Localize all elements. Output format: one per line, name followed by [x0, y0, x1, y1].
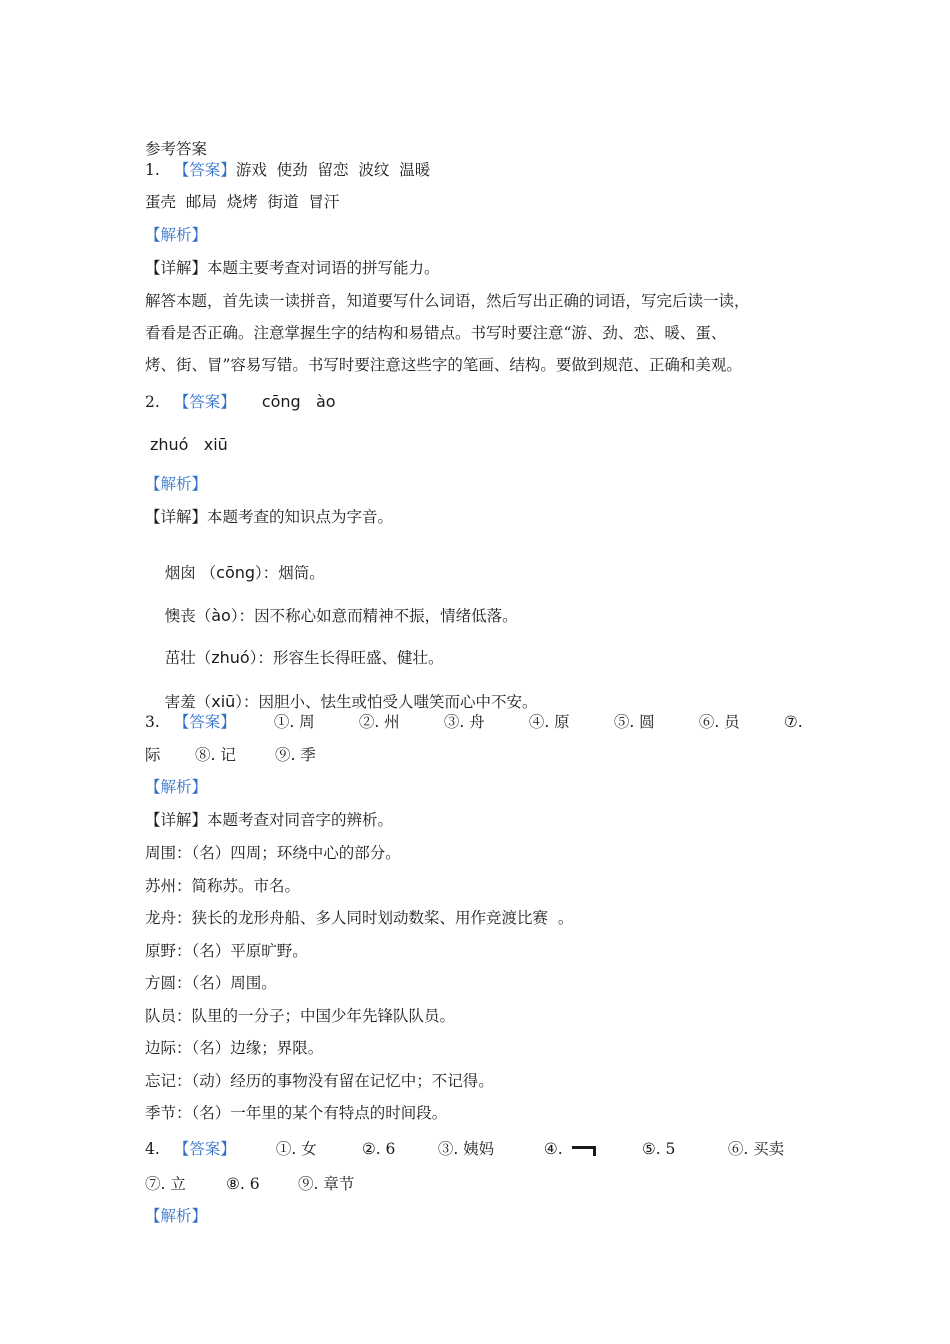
q4-answer-item: ③. 姨妈 [437, 1140, 495, 1158]
q1-answer-words-1: 游戏 使劲 留恋 波纹 温暖 [235, 161, 431, 179]
q3-answer-item: ⑥. 员 [698, 713, 740, 731]
q1-analysis-tag: 【解析】 [145, 226, 208, 244]
q3-definition: 忘记：（动）经历的事物没有留在记忆中；不记得。 [145, 1072, 494, 1090]
q3-answer-item: ①. 周 [273, 713, 315, 731]
q2-detail-text: 本题考查的知识点为字音。 [207, 508, 394, 526]
q3-detail [145, 810, 393, 830]
q3-answer-item: ④. 原 [528, 713, 570, 731]
q1-answer-line [145, 160, 430, 180]
q3-detail-text: 本题考查对同音字的辨析。 [207, 811, 394, 829]
q3-definition: 季节：（名）一年里的某个有特点的时间段。 [145, 1104, 448, 1122]
q4-answer-item: ⑦. 立 [145, 1175, 186, 1193]
q2-item-word: 懊丧（ [164, 607, 212, 625]
q2-item-pinyin: ào [211, 606, 231, 625]
q3-definition: 苏州：简称苏。市名。 [145, 877, 301, 895]
q2-item-meaning: ）：形容生长得旺盛、健壮。 [249, 649, 444, 667]
page-heading: 参考答案 [145, 140, 208, 158]
q3-analysis-tag: 【解析】 [145, 778, 208, 796]
q3-answer-item: ⑧. 记 [195, 746, 236, 764]
q2-item-word: 烟囱 （ [164, 564, 217, 582]
q3-answer-tag: 【答案】 [173, 713, 236, 731]
q3-answer-item: ⑦. [783, 713, 803, 731]
q2-item-meaning: ）：因不称心如意而精神不振，情绪低落。 [230, 607, 518, 625]
q4-answer-item: ②. 6 [361, 1140, 396, 1158]
q3-definition: 队员：队里的一分子；中国少年先锋队队员。 [145, 1007, 456, 1025]
stroke-hengzhe-icon [572, 1143, 598, 1157]
q3-answer-item: ⑤. 圆 [613, 713, 655, 731]
q1-detail-text: 本题主要考查对词语的拼写能力。 [207, 259, 440, 277]
q4-analysis-tag: 【解析】 [145, 1207, 208, 1225]
q4-answer-item: ⑧. 6 [226, 1175, 260, 1193]
q3-definition: 原野：（名）平原旷野。 [145, 942, 308, 960]
q4-answer-item: ④. [543, 1140, 563, 1158]
q4-answer-item: ⑨. 章节 [298, 1175, 355, 1193]
q4-answer-item: ①. 女 [275, 1140, 317, 1158]
q2-detail-tag: 【详解】 [145, 508, 208, 526]
q3-answer-item: 际 [145, 746, 161, 764]
q2-answer-pinyin-1: cōng ào [261, 392, 336, 411]
q1-paragraph-1: 解答本题，首先读一读拼音，知道要写什么词语，然后写出正确的词语，写完后读一读， [145, 292, 750, 310]
q2-item-meaning: ）：因胆小、怯生或怕受人嗤笑而心中不安。 [235, 693, 538, 711]
q2-detail [145, 507, 393, 527]
q1-detail-tag: 【详解】 [145, 259, 208, 277]
q2-item-pinyin: zhuó [211, 648, 250, 667]
q2-item-word: 害羞（ [164, 693, 212, 711]
q3-answer-row-1 [145, 712, 803, 732]
q2-analysis-tag: 【解析】 [145, 475, 208, 493]
q1-paragraph-3: 烤、街、冒”容易写错。书写时要注意这些字的笔画、结构。要做到规范、正确和美观。 [145, 356, 742, 374]
q3-definition: 方圆：（名）周围。 [145, 974, 277, 992]
q3-definition: 边际：（名）边缘；界限。 [145, 1039, 324, 1057]
q1-answer-words-2: 蛋壳 邮局 烧烤 街道 冒汗 [145, 193, 340, 211]
q2-item-pinyin: xiū [211, 692, 236, 711]
q3-definition: 龙舟：狭长的龙形舟船、多人同时划动数桨、用作竞渡比赛 。 [145, 909, 574, 927]
q3-detail-tag: 【详解】 [145, 811, 208, 829]
q4-answer-item: ⑥. 买卖 [727, 1140, 785, 1158]
q1-detail [145, 258, 440, 278]
q4-answer-item: ⑤. 5 [641, 1140, 676, 1158]
q1-paragraph-2: 看看是否正确。注意掌握生字的结构和易错点。书写时要注意“游、劲、恋、暖、蛋、 [145, 324, 727, 342]
q2-item-word: 茁壮（ [164, 649, 212, 667]
q2-answer-line [145, 392, 336, 412]
q3-answer-item: ②. 州 [358, 713, 400, 731]
q4-answer-row-2 [145, 1174, 354, 1194]
q1-answer-tag: 【答案】 [173, 161, 236, 179]
q3-answer-item: ⑨. 季 [275, 746, 316, 764]
q4-answer-row-1 [145, 1139, 784, 1159]
q3-answer-row-2 [145, 745, 316, 765]
q1-number: 1. [145, 161, 160, 179]
q2-answer-pinyin-2: zhuó xiū [150, 435, 228, 454]
q3-answer-item: ③. 舟 [443, 713, 485, 731]
q2-item-meaning: ）：烟筒。 [255, 564, 325, 582]
q3-number: 3. [145, 713, 160, 731]
q4-answer-tag: 【答案】 [173, 1140, 236, 1158]
q4-number: 4. [145, 1140, 160, 1158]
q3-definition: 周围：（名）四周；环绕中心的部分。 [145, 844, 401, 862]
q2-number: 2. [145, 393, 160, 411]
q2-answer-tag: 【答案】 [173, 393, 236, 411]
q2-item-pinyin: cōng [216, 563, 256, 582]
